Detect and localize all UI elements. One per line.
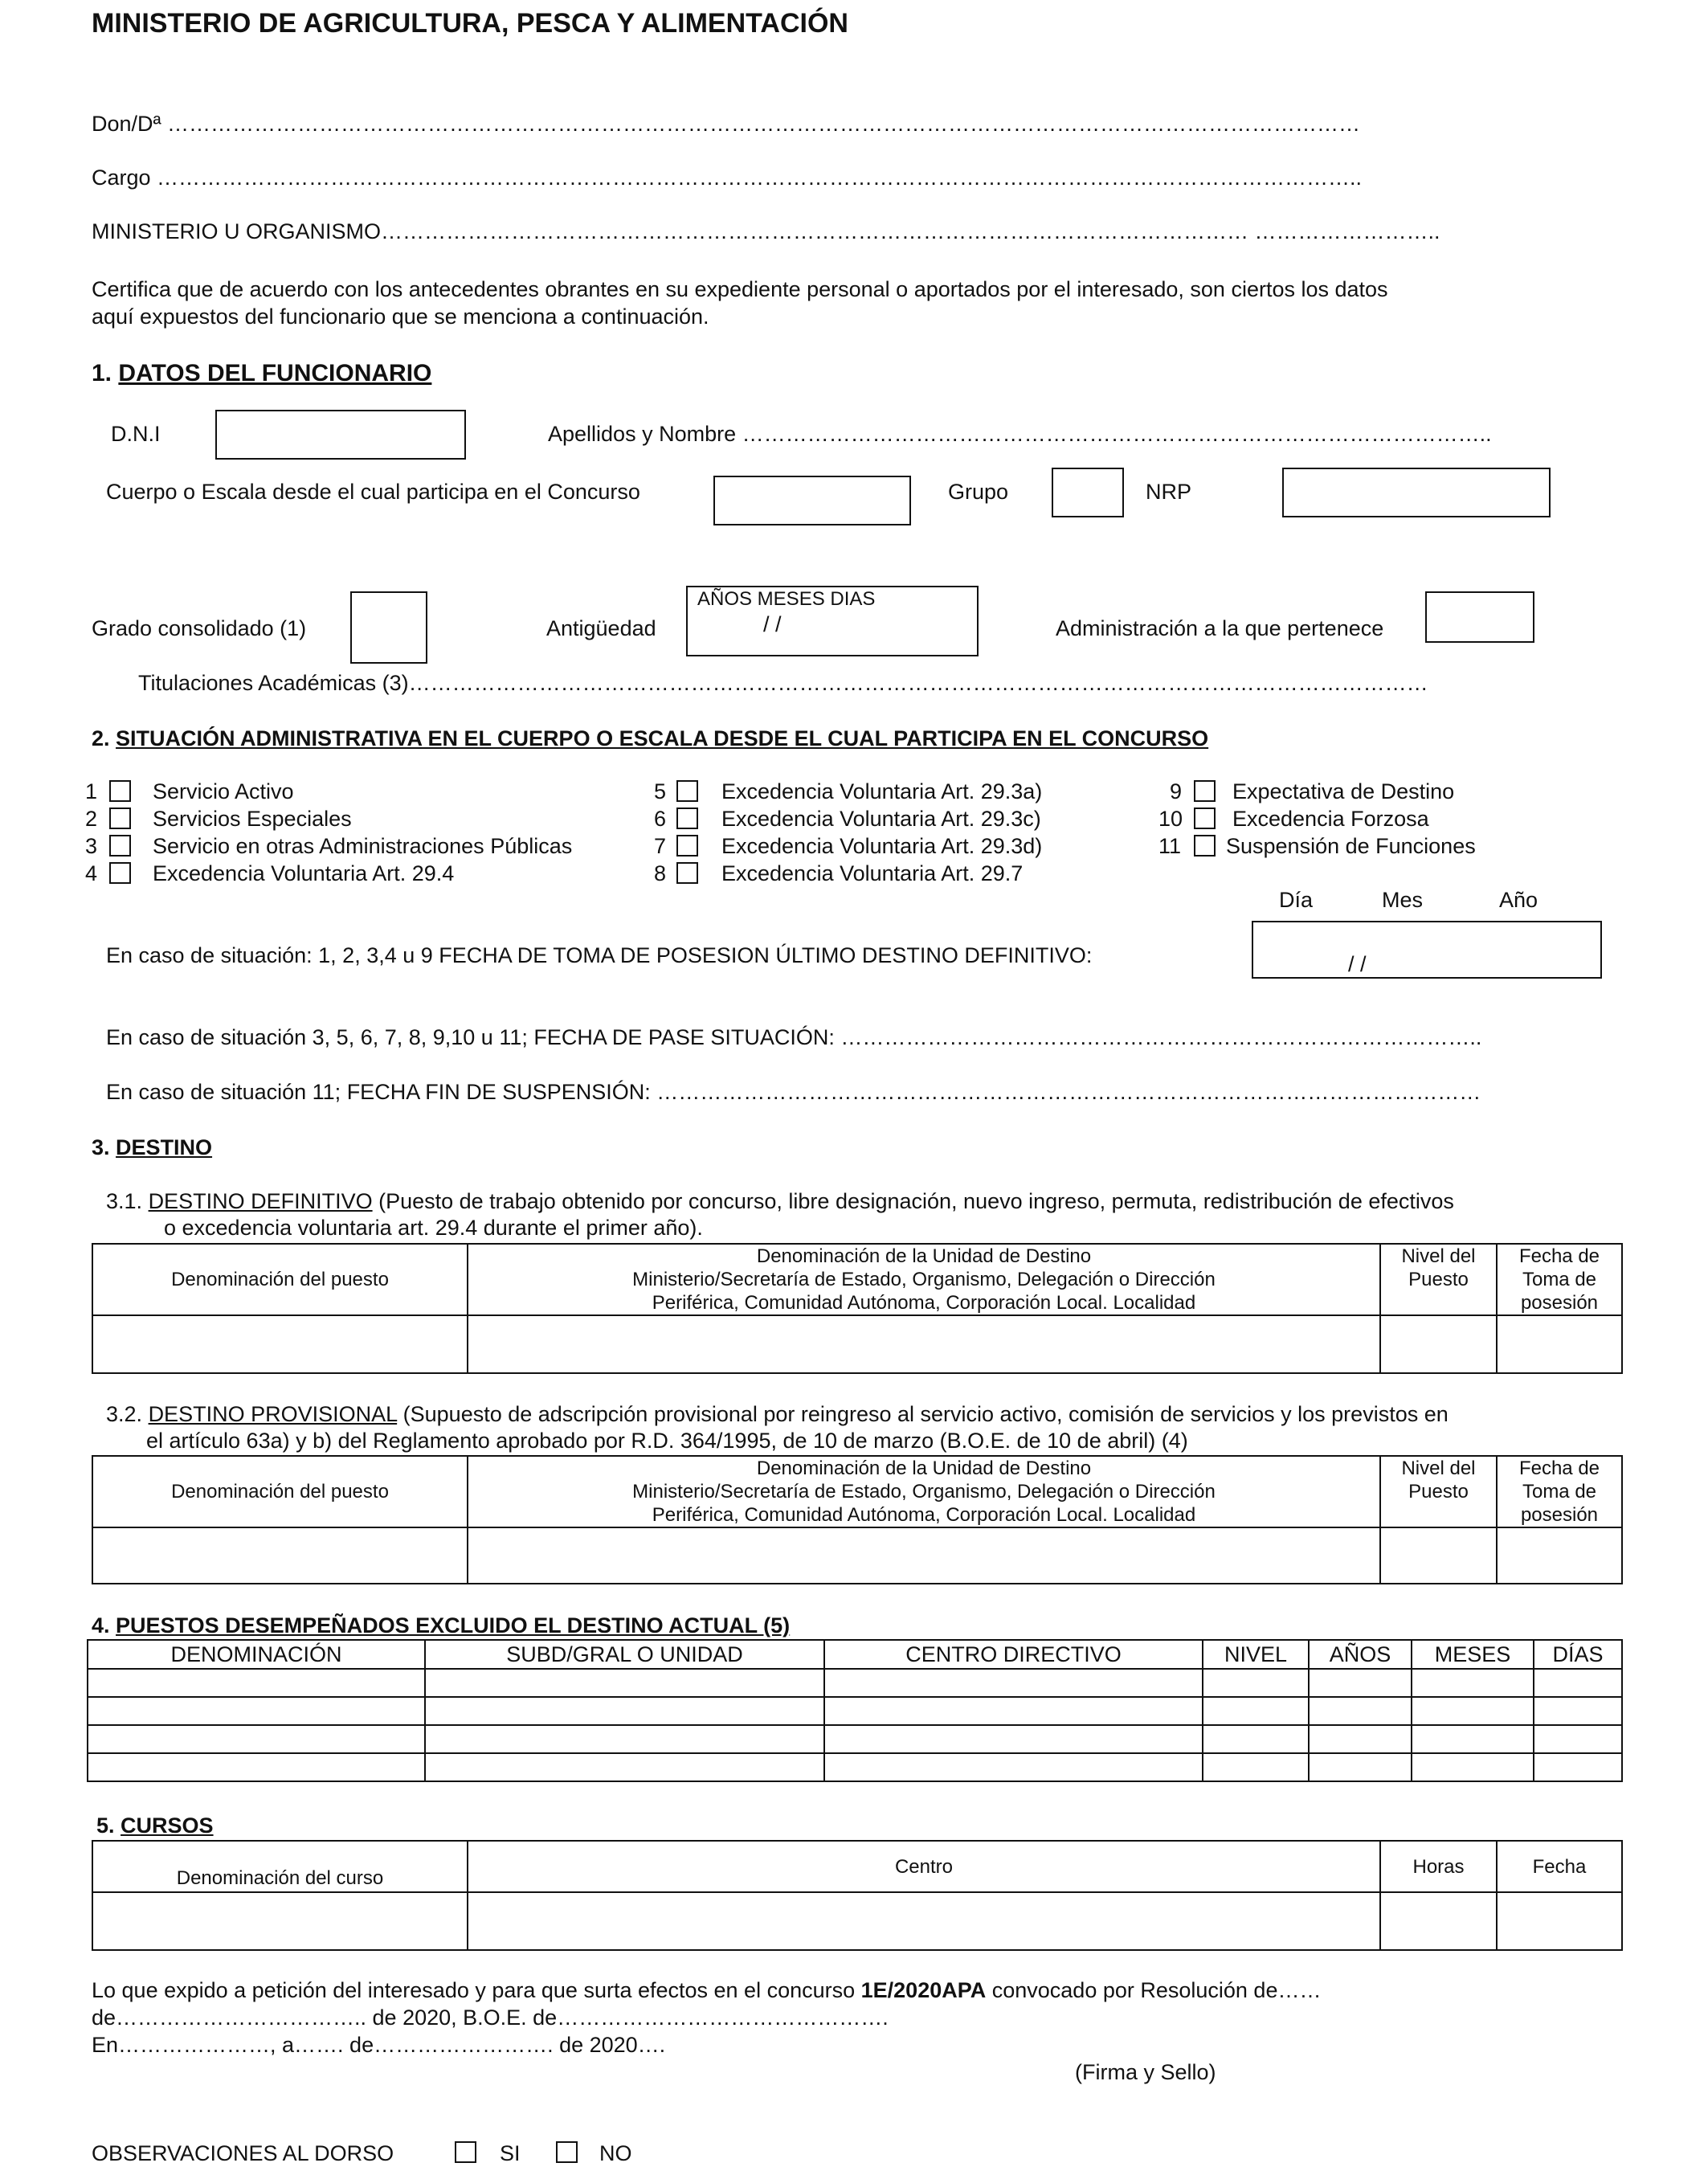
dni-input[interactable] xyxy=(215,410,466,460)
header-fecha xyxy=(1497,1456,1622,1527)
table-cell[interactable] xyxy=(1412,1697,1534,1725)
table-cell[interactable] xyxy=(1380,1527,1497,1584)
header-nivel-line2: Puesto xyxy=(1408,1481,1469,1503)
table-cell[interactable] xyxy=(1534,1725,1622,1753)
fecha-toma-separators: / / xyxy=(1348,952,1367,976)
header-fecha xyxy=(1497,1244,1622,1315)
section-3-heading xyxy=(92,1135,212,1160)
anio-label: Año xyxy=(1499,888,1538,912)
dni-label: D.N.I xyxy=(111,422,161,446)
section-4-number: 4. xyxy=(92,1613,110,1637)
nrp-label: NRP xyxy=(1146,480,1192,504)
header-curso: Denominación del curso xyxy=(92,1841,468,1892)
situacion-label: Expectativa de Destino xyxy=(1232,779,1455,803)
header-denominacion: DENOMINACIÓN xyxy=(88,1640,425,1669)
situacion-num: 4 xyxy=(85,861,98,885)
situacion-num: 2 xyxy=(85,807,98,831)
certification-line-1: Certifica que de acuerdo con los antecedentes obrantes en su expediente personal o aportados por el interesado, son ciertos los datos xyxy=(92,277,1388,301)
table-cell[interactable] xyxy=(1534,1753,1622,1781)
table-cell[interactable] xyxy=(92,1892,468,1950)
antiguedad-input[interactable] xyxy=(686,586,979,656)
section-1-heading xyxy=(92,359,431,388)
cargo-field[interactable]: Cargo ………………………………………………………………………………………………………………………………………………….. xyxy=(92,166,1363,190)
table-row xyxy=(88,1725,1622,1753)
table-cell[interactable] xyxy=(468,1315,1380,1373)
header-fecha-line2: Toma de xyxy=(1522,1269,1597,1290)
table-row xyxy=(92,1315,1622,1373)
destino-provisional-intro xyxy=(106,1401,1449,1427)
fecha-fin-field[interactable]: En caso de situación 11; FECHA FIN DE SUSPENSIÓN: …………………………………………………………………………………………………… xyxy=(106,1080,1481,1104)
titulaciones-field[interactable]: Titulaciones Académicas (3)…………………………………………………………………………………………………………………………… xyxy=(138,671,1428,695)
observaciones-no-label: NO xyxy=(599,2141,632,2165)
table-cell[interactable] xyxy=(1203,1669,1309,1697)
situacion-checkbox-2[interactable] xyxy=(109,807,131,829)
section-4-title: PUESTOS DESEMPEÑADOS EXCLUIDO EL DESTINO ACTUAL (5) xyxy=(116,1613,791,1637)
header-horas: Horas xyxy=(1380,1841,1497,1892)
situacion-label: Excedencia Forzosa xyxy=(1232,807,1429,831)
observaciones-label: OBSERVACIONES AL DORSO xyxy=(92,2141,394,2165)
situacion-label: Excedencia Voluntaria Art. 29.3a) xyxy=(721,779,1043,803)
destino-provisional-title: DESTINO PROVISIONAL xyxy=(148,1402,398,1426)
table-row xyxy=(88,1697,1622,1725)
situacion-checkbox-6[interactable] xyxy=(676,807,698,829)
section-3-number: 3. xyxy=(92,1135,110,1159)
concurso-code: 1E/2020APA xyxy=(860,1978,987,2002)
fecha-toma-label: En caso de situación: 1, 2, 3,4 u 9 FECHA DE TOMA DE POSESION ÚLTIMO DESTINO DEFINITIVO: xyxy=(106,943,1093,967)
expedition-line-1 xyxy=(92,1977,1321,2003)
table-cell[interactable] xyxy=(1497,1892,1622,1950)
header-centro-directivo: CENTRO DIRECTIVO xyxy=(824,1640,1203,1669)
header-unidad-line2: Ministerio/Secretaría de Estado, Organismo, Delegación o Dirección xyxy=(632,1269,1216,1290)
situacion-num: 9 xyxy=(1170,779,1183,803)
situacion-label: Servicio en otras Administraciones Públicas xyxy=(153,834,573,858)
fecha-pase-field[interactable]: En caso de situación 3, 5, 6, 7, 8, 9,10 u 11; FECHA DE PASE SITUACIÓN: …………………………………………………………………………….. xyxy=(106,1025,1482,1049)
table-cell[interactable] xyxy=(1497,1315,1622,1373)
table-cell[interactable] xyxy=(1380,1315,1497,1373)
header-dias: DÍAS xyxy=(1534,1640,1622,1669)
destino-definitivo-text: (Puesto de trabajo obtenido por concurso, libre designación, nuevo ingreso, permuta, redistribución de efectivos xyxy=(372,1189,1454,1213)
table-cell[interactable] xyxy=(1412,1753,1534,1781)
certification-line-2: aquí expuestos del funcionario que se menciona a continuación. xyxy=(92,305,709,329)
header-unidad-line1: Denominación de la Unidad de Destino xyxy=(756,1458,1092,1479)
destino-provisional-text: (Supuesto de adscripción provisional por reingreso al servicio activo, comisión de servicios y los previstos en xyxy=(397,1402,1449,1426)
table-cell[interactable] xyxy=(1309,1725,1412,1753)
table-cell[interactable] xyxy=(88,1753,425,1781)
situacion-num: 10 xyxy=(1158,807,1183,831)
destino-definitivo-title: DESTINO DEFINITIVO xyxy=(148,1189,373,1213)
antiguedad-header: AÑOS MESES DIAS xyxy=(697,588,876,610)
header-unidad-line3: Periférica, Comunidad Autónoma, Corporación Local. Localidad xyxy=(652,1504,1196,1526)
table-cell[interactable] xyxy=(468,1527,1380,1584)
don-field[interactable]: Don/Dª ………………………………………………………………………………………………………………………………………………… xyxy=(92,112,1361,136)
situacion-checkbox-5[interactable] xyxy=(676,780,698,802)
table-cell[interactable] xyxy=(1309,1753,1412,1781)
table-cell[interactable] xyxy=(1203,1753,1309,1781)
situacion-label: Servicios Especiales xyxy=(153,807,352,831)
destino-definitivo-text-2: o excedencia voluntaria art. 29.4 durante el primer año). xyxy=(164,1216,703,1240)
section-5-number: 5. xyxy=(96,1813,115,1838)
situacion-checkbox-9[interactable] xyxy=(1194,780,1216,802)
antiguedad-separators: / / xyxy=(763,612,782,636)
table-cell[interactable] xyxy=(1534,1697,1622,1725)
section-2-number: 2. xyxy=(92,726,110,750)
antiguedad-label: Antigüedad xyxy=(546,616,656,640)
header-puesto: Denominación del puesto xyxy=(92,1456,468,1527)
situacion-label: Excedencia Voluntaria Art. 29.4 xyxy=(153,861,455,885)
table-cell[interactable] xyxy=(468,1892,1380,1950)
table-cell[interactable] xyxy=(1309,1669,1412,1697)
grupo-label: Grupo xyxy=(948,480,1009,504)
situacion-num: 6 xyxy=(654,807,667,831)
header-nivel xyxy=(1380,1456,1497,1527)
expedition-text-end: convocado por Resolución de…… xyxy=(986,1978,1322,2002)
situacion-label: Suspensión de Funciones xyxy=(1226,834,1476,858)
section-5-title: CURSOS xyxy=(121,1813,214,1838)
section-1-title: DATOS DEL FUNCIONARIO xyxy=(118,360,432,386)
header-fecha-line2: Toma de xyxy=(1522,1481,1597,1503)
situacion-num: 11 xyxy=(1158,834,1182,858)
situacion-num: 5 xyxy=(654,779,667,803)
table-cell[interactable] xyxy=(1309,1697,1412,1725)
header-fecha: Fecha xyxy=(1497,1841,1622,1892)
header-nivel-line1: Nivel del xyxy=(1401,1245,1476,1267)
header-nivel: NIVEL xyxy=(1203,1640,1309,1669)
administracion-input[interactable] xyxy=(1425,591,1534,643)
table-cell[interactable] xyxy=(1203,1725,1309,1753)
dia-label: Día xyxy=(1279,888,1314,912)
situacion-label: Servicio Activo xyxy=(153,779,294,803)
situacion-checkbox-10[interactable] xyxy=(1194,807,1216,829)
situacion-checkbox-3[interactable] xyxy=(109,835,131,857)
header-nivel xyxy=(1380,1244,1497,1315)
situacion-num: 8 xyxy=(654,861,667,885)
header-fecha-line1: Fecha de xyxy=(1518,1245,1600,1267)
cuerpo-input[interactable] xyxy=(713,476,911,525)
header-fecha-line1: Fecha de xyxy=(1518,1458,1600,1479)
table-cell[interactable] xyxy=(1534,1669,1622,1697)
situacion-checkbox-11[interactable] xyxy=(1194,835,1216,857)
table-cell[interactable] xyxy=(425,1697,824,1725)
table-cell[interactable] xyxy=(1412,1725,1534,1753)
destino-provisional-text-2: el artículo 63a) y b) del Reglamento aprobado por R.D. 364/1995, de 10 de marzo (B.O.E. de 10 de abril) (4) xyxy=(146,1429,1188,1453)
table-cell[interactable] xyxy=(88,1725,425,1753)
table-row xyxy=(92,1892,1622,1950)
situacion-label: Excedencia Voluntaria Art. 29.7 xyxy=(721,861,1024,885)
table-cell[interactable] xyxy=(425,1725,824,1753)
destino-definitivo-intro xyxy=(106,1188,1454,1214)
table-cell[interactable] xyxy=(1380,1892,1497,1950)
section-2-heading xyxy=(92,726,1208,751)
header-unidad-line2: Ministerio/Secretaría de Estado, Organismo, Delegación o Dirección xyxy=(632,1481,1216,1503)
table-row xyxy=(92,1527,1622,1584)
header-subdireccion: SUBD/GRAL O UNIDAD xyxy=(425,1640,824,1669)
header-nivel-line2: Puesto xyxy=(1408,1269,1469,1290)
header-anios: AÑOS xyxy=(1309,1640,1412,1669)
ministerio-field[interactable]: MINISTERIO U ORGANISMO………………………………………………………………………………………………………… …………………….. xyxy=(92,219,1440,243)
mes-label: Mes xyxy=(1382,888,1424,912)
grupo-input[interactable] xyxy=(1052,468,1124,517)
situacion-checkbox-4[interactable] xyxy=(109,862,131,884)
observaciones-si-checkbox[interactable] xyxy=(455,2141,476,2163)
table-cell[interactable] xyxy=(1203,1697,1309,1725)
section-3-title: DESTINO xyxy=(116,1135,213,1159)
situacion-num: 7 xyxy=(654,834,667,858)
table-cell[interactable] xyxy=(824,1669,1203,1697)
table-cell[interactable] xyxy=(824,1753,1203,1781)
section-4-heading xyxy=(92,1613,790,1638)
table-cell[interactable] xyxy=(92,1527,468,1584)
situacion-num: 1 xyxy=(85,779,98,803)
expedition-line-3[interactable]: En…………………, a……. de……………………. de 2020…. xyxy=(92,2033,666,2057)
table-row xyxy=(88,1753,1622,1781)
header-nivel-line1: Nivel del xyxy=(1401,1458,1476,1479)
signature-label: (Firma y Sello) xyxy=(1075,2060,1216,2084)
section-2-title: SITUACIÓN ADMINISTRATIVA EN EL CUERPO O ESCALA DESDE EL CUAL PARTICIPA EN EL CONCURSO xyxy=(116,726,1209,750)
header-unidad-line1: Denominación de la Unidad de Destino xyxy=(756,1245,1092,1267)
section-5-heading xyxy=(96,1813,214,1838)
table-cell[interactable] xyxy=(425,1753,824,1781)
observaciones-no-checkbox[interactable] xyxy=(556,2141,578,2163)
table-cell[interactable] xyxy=(1412,1669,1534,1697)
apellidos-field[interactable]: Apellidos y Nombre ………………………………………………………………………………………….. xyxy=(548,422,1492,446)
section-1-number: 1. xyxy=(92,360,112,386)
situacion-checkbox-1[interactable] xyxy=(109,780,131,802)
expedition-text: Lo que expido a petición del interesado y para que surta efectos en el concurso xyxy=(92,1978,861,2002)
table-cell[interactable] xyxy=(92,1315,468,1373)
situacion-label: Excedencia Voluntaria Art. 29.3c) xyxy=(721,807,1041,831)
page-title: MINISTERIO DE AGRICULTURA, PESCA Y ALIMENTACIÓN xyxy=(92,8,848,39)
table-row xyxy=(88,1669,1622,1697)
header-unidad xyxy=(468,1456,1380,1527)
destino-definitivo-table xyxy=(92,1243,1623,1374)
table-cell[interactable] xyxy=(824,1725,1203,1753)
header-unidad xyxy=(468,1244,1380,1315)
situacion-label: Excedencia Voluntaria Art. 29.3d) xyxy=(721,834,1043,858)
grado-label: Grado consolidado (1) xyxy=(92,616,307,640)
cursos-table xyxy=(92,1840,1623,1951)
header-unidad-line3: Periférica, Comunidad Autónoma, Corporación Local. Localidad xyxy=(652,1292,1196,1314)
expedition-line-2[interactable]: de…………………………….. de 2020, B.O.E. de………………………………………. xyxy=(92,2005,889,2030)
header-fecha-line3: posesión xyxy=(1520,1504,1599,1526)
header-puesto: Denominación del puesto xyxy=(92,1244,468,1315)
header-centro: Centro xyxy=(468,1841,1380,1892)
header-fecha-line3: posesión xyxy=(1520,1292,1599,1314)
cuerpo-label: Cuerpo o Escala desde el cual participa en el Concurso xyxy=(106,480,640,504)
situacion-num: 3 xyxy=(85,834,98,858)
situacion-checkbox-8[interactable] xyxy=(676,862,698,884)
observaciones-si-label: SI xyxy=(500,2141,521,2165)
administracion-label: Administración a la que pertenece xyxy=(1056,616,1384,640)
table-cell[interactable] xyxy=(88,1697,425,1725)
puestos-table xyxy=(87,1639,1623,1782)
table-cell[interactable] xyxy=(1497,1527,1622,1584)
situacion-checkbox-7[interactable] xyxy=(676,835,698,857)
destino-provisional-number: 3.2. xyxy=(106,1402,143,1426)
fecha-toma-input[interactable] xyxy=(1252,921,1602,979)
grado-input[interactable] xyxy=(350,591,427,664)
table-cell[interactable] xyxy=(88,1669,425,1697)
nrp-input[interactable] xyxy=(1282,468,1551,517)
header-meses: MESES xyxy=(1412,1640,1534,1669)
table-cell[interactable] xyxy=(425,1669,824,1697)
destino-definitivo-number: 3.1. xyxy=(106,1189,143,1213)
destino-provisional-table xyxy=(92,1455,1623,1584)
table-cell[interactable] xyxy=(824,1697,1203,1725)
